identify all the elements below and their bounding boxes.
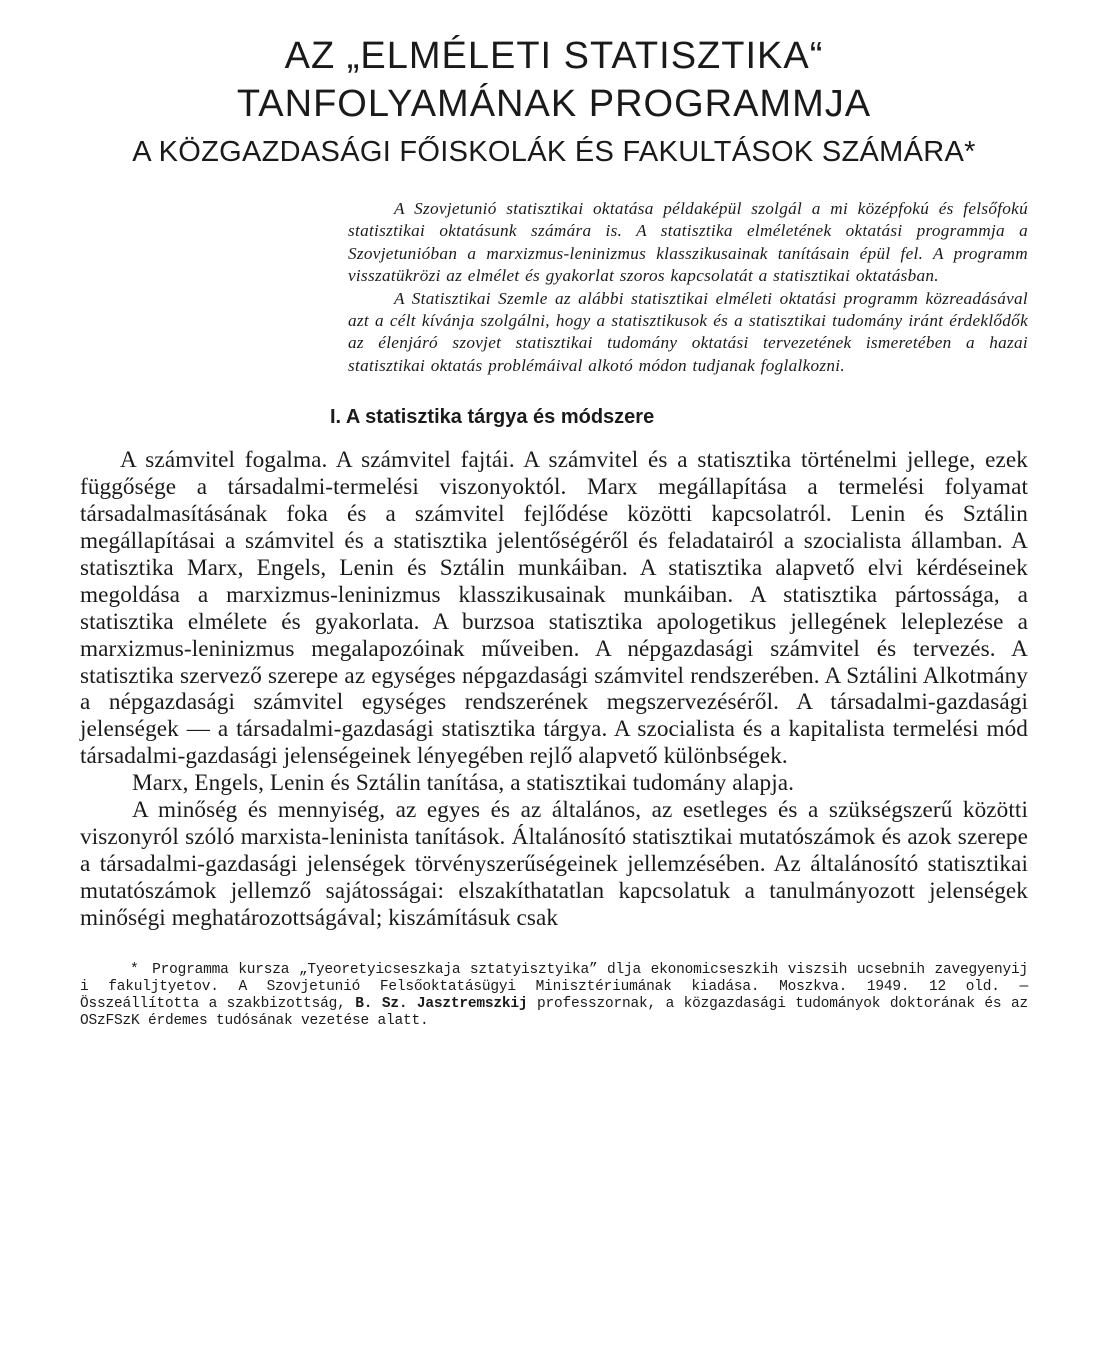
title-line-2: TANFOLYAMÁNAK PROGRAMMJA (236, 83, 872, 125)
body-text (80, 447, 1028, 931)
body-paragraph-1: A számvitel fogalma. A számvitel fajtái. A számvitel és a statisztika történelmi jellege, ezek függősége a társadalmi-termelési viszonyoktól. Marx megállapítása a termelési folyamat társadalmasításának foka és a számvitel fejlődése közötti kapcsolatról. Lenin és Sztálin megállapításai a számvitel és a statisztika jelentőségéről és feladatairól a szocialista államban. A statisztika Marx, Engels, Lenin és Sztálin munkáiban. A statisztika alapvető elvi kérdéseinek megoldása a marxizmus-leninizmus klasszikusainak munkáiban. A statisztika pártossága, a statisztika elmélete és gyakorlata. A burzsoa statisztika apologetikus jellegének leleplezése a marxizmus-leninizmus megalapozóinak műveiben. A népgazdasági számvitel és tervezés. A statisztika szervező szerepe az egységes népgazdasági számvitel rendszerében. A Sztálini Alkotmány a népgazdasági számvitel egységes rendszerének megszervezéséről. A társadalmi-gazdasági jelenségek — a társadalmi-gazdasági statisztika tárgya. A szocialista és a kapitalista termelési mód társadalmi-gazdasági jelenségeinek lényegében rejlő alapvető különbségek. (80, 447, 1028, 770)
page-content (80, 32, 1028, 1030)
footnote-text-before: Programma kursza „Tyeoretyicseszkaja sztatyisztyika” dlja ekonomicseszkih viszsih ucsebnih zavegyenyij i fakuljtyetov. A Szovjetunió Felsőoktatásügyi Minisztériumának kiadása. Moszkva. 1949. 12 old. — Összeállította a szakbizottság, (80, 961, 1028, 1012)
footnote-text-after: professzornak, a közgazdasági tudományok doktorának és az OSzFSzK érdemes tudósának vezetése alatt. (80, 995, 1028, 1029)
footnote (80, 962, 1028, 1030)
title-line-1: AZ „ELMÉLETI STATISZTIKA“ (284, 35, 824, 77)
body-paragraph-2: Marx, Engels, Lenin és Sztálin tanítása, a statisztikai tudomány alapja. (132, 770, 795, 797)
footnote-paragraph (80, 962, 1028, 1030)
title-line-3: A KÖZGAZDASÁGI FŐISKOLÁK ÉS FAKULTÁSOK SZÁMÁRA* (132, 136, 976, 168)
intro-paragraph-1: A Szovjetunió statisztikai oktatása példaképül szolgál a mi középfokú és felsőfokú statisztikai oktatásunk számára is. A statisztika elméletének oktatási programmja a Szovjetunióban a marxizmus-leninizmus klasszikusainak tanításain épül fel. A programm visszatükrözi az elmélet és gyakorlat szoros kapcsolatát a statisztikai oktatásban. (348, 199, 1028, 286)
intro-block (348, 198, 1028, 377)
body-paragraph-3: A minőség és mennyiség, az egyes és az általános, az esetleges és a szükségszerű közötti viszonyról szóló marxista-leninista tanítások. Általánosító statisztikai mutatószámok és azok szerepe a társadalmi-gazdasági jelenségek törvényszerűségeinek jellemzésében. Az általánosító statisztikai mutatószámok jellemző sajátosságai: elszakíthatatlan kapcsolatuk a tanulmányozott jelenségek minőségi meghatározottságával; kiszámításuk csak (80, 797, 1028, 931)
title-block (80, 32, 1028, 172)
footnote-author: B. Sz. Jasztremszkij (355, 995, 528, 1012)
footnote-mark: * (130, 961, 139, 978)
section-heading: I. A statisztika tárgya és módszere (330, 406, 655, 429)
intro-paragraph-2: A Statisztikai Szemle az alábbi statisztikai elméleti oktatási programm közreadásával azt a célt kívánja szolgálni, hogy a statisztikusok és a statisztikai tudomány iránt érdeklődők az élenjáró szovjet statisztikai tudomány oktatási tervezetének ismeretében a hazai statisztikai oktatás problémáival alkotó módon tudjanak foglalkozni. (348, 288, 1028, 375)
